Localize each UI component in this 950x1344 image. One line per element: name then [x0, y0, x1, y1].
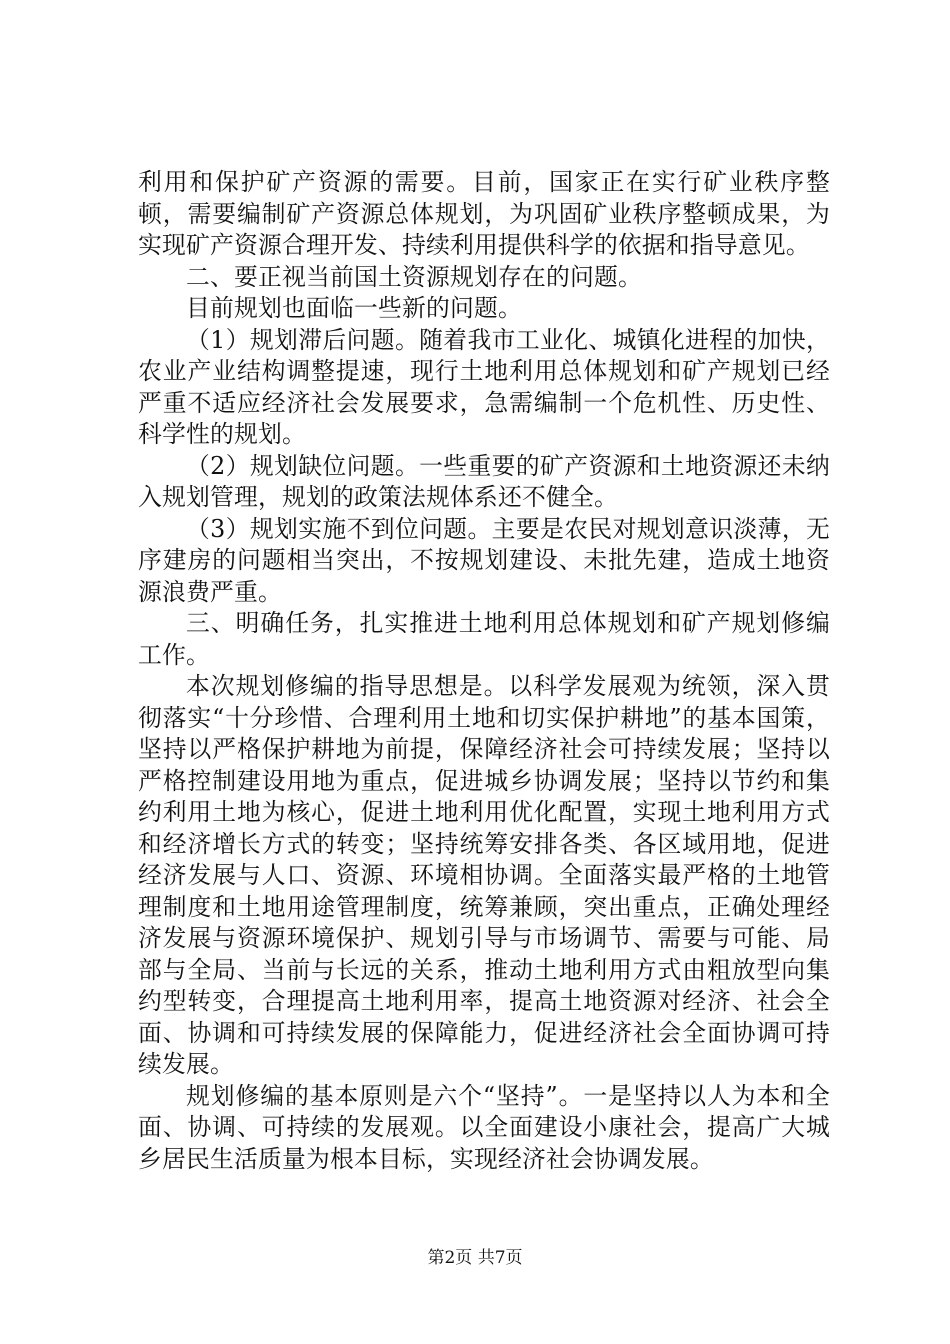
paragraph-problem-3: （3）规划实施不到位问题。主要是农民对规划意识淡薄，无序建房的问题相当突出，不按规划建设、未批先建，造成土地资源浪费严重。 [138, 514, 830, 606]
section-heading-three: 三、明确任务，扎实推进土地利用总体规划和矿产规划修编工作。 [138, 609, 830, 669]
paragraph-continuation: 利用和保护矿产资源的需要。目前，国家正在实行矿业秩序整顿，需要编制矿产资源总体规划，为巩固矿业秩序整顿成果，为实现矿产资源合理开发、持续利用提供科学的依据和指导意见。 [138, 168, 830, 259]
paragraph-intro-problems: 目前规划也面临一些新的问题。 [186, 294, 522, 322]
paragraph-basic-principles: 规划修编的基本原则是六个“坚持”。一是坚持以人为本和全面、协调、可持续的发展观。以全面建设小康社会，提高广大城乡居民生活质量为根本目标，实现经济社会协调发展。 [138, 1081, 830, 1173]
paragraph-guiding-thought: 本次规划修编的指导思想是。以科学发展观为统领，深入贯彻落实“十分珍惜、合理利用土地和切实保护耕地”的基本国策，坚持以严格保护耕地为前提，保障经济社会可持续发展；坚持以严格控制建设用地为重点，促进城乡协调发展；坚持以节约和集约利用土地为核心，促进土地利用优化配置，实现土地利用方式和经济增长方式的转变；坚持统筹安排各类、各区域用地，促进经济发展与人口、资源、环境相协调。全面落实最严格的土地管理制度和土地用途管理制度，统筹兼顾，突出重点，正确处理经济发展与资源环境保护、规划引导与市场调节、需要与可能、局部与全局、当前与长远的关系，推动土地利用方式由粗放型向集约型转变，合理提高土地利用率，提高土地资源对经济、社会全面、协调和可持续发展的保障能力，促进经济社会全面协调可持续发展。 [138, 672, 830, 1078]
paragraph-problem-1: （1）规划滞后问题。随着我市工业化、城镇化进程的加快，农业产业结构调整提速，现行土地利用总体规划和矿产规划已经严重不适应经济社会发展要求，急需编制一个危机性、历史性、科学性的规划。 [138, 325, 830, 448]
document-body [138, 167, 830, 1175]
page-footer: 第2页 共7页 [427, 1248, 523, 1268]
section-heading-two: 二、要正视当前国土资源规划存在的问题。 [186, 262, 642, 291]
paragraph-problem-2: （2）规划缺位问题。一些重要的矿产资源和土地资源还未纳入规划管理，规划的政策法规体系还不健全。 [138, 451, 830, 511]
